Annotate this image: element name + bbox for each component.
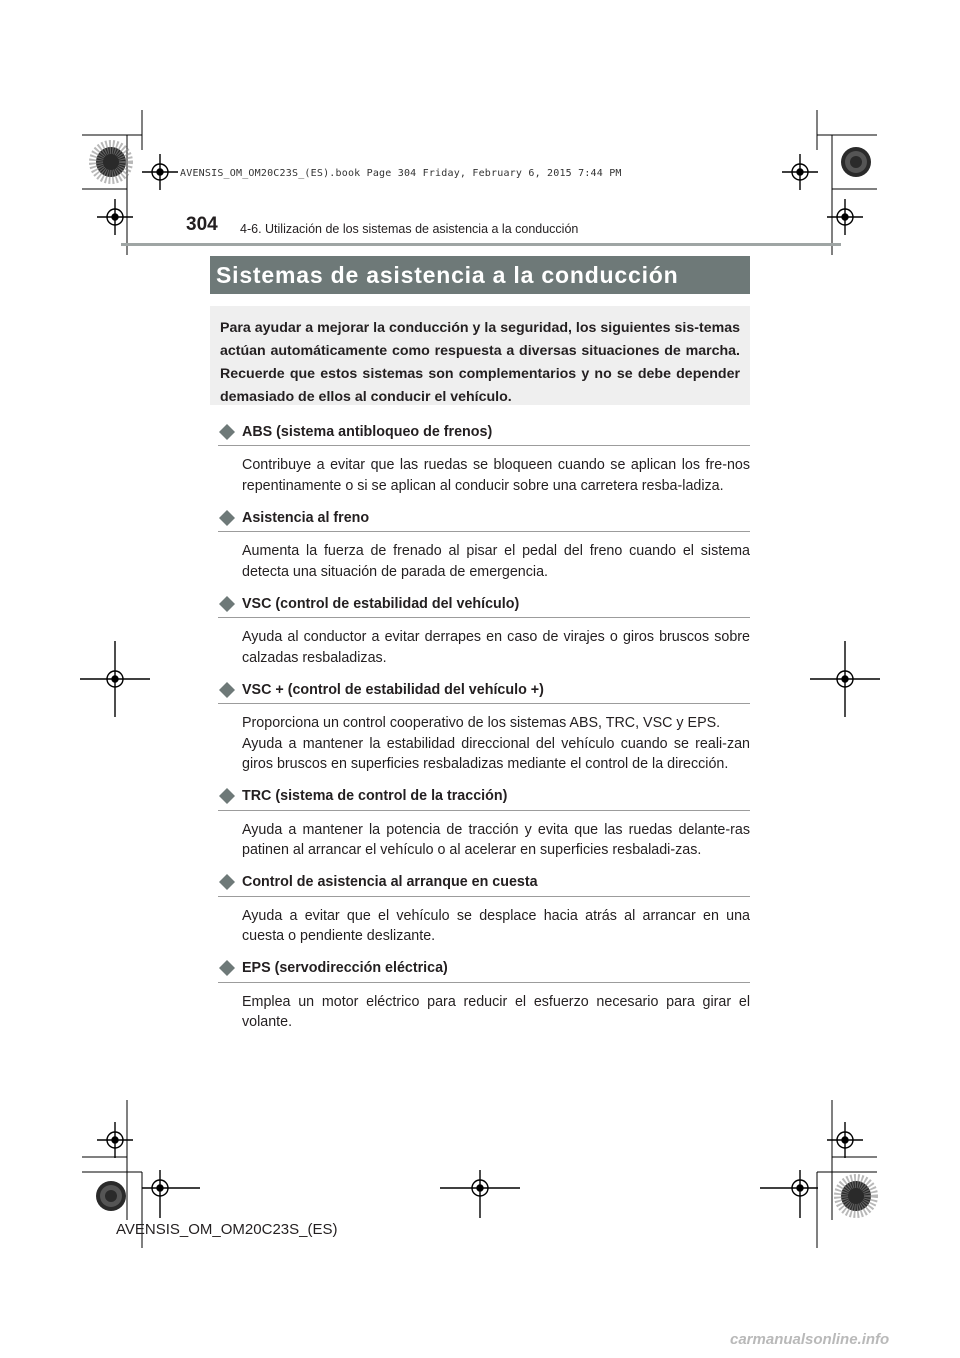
section-title: 4-6. Utilización de los sistemas de asistencia a la conducción [240,222,579,236]
diamond-bullet-icon [218,959,236,977]
item-title: Asistencia al freno [242,509,370,526]
list-item [218,678,750,775]
list-item [218,420,750,496]
item-title: VSC (control de estabilidad del vehículo) [242,595,520,612]
diamond-bullet-icon [218,787,236,805]
item-title: ABS (sistema antibloqueo de frenos) [242,423,493,440]
page-title: Sistemas de asistencia a la conducción [210,256,750,294]
item-paragraph: Ayuda a mantener la estabilidad direccional del vehículo cuando se reali-zan giros bruscos en superficies resbaladizas mediante el control de la dirección. [242,735,750,772]
item-heading [218,592,750,618]
diamond-bullet-icon [218,681,236,699]
list-item [218,506,750,582]
list-item [218,871,750,947]
item-paragraph: Aumenta la fuerza de frenado al pisar el pedal del freno cuando el sistema detecta una situación de parada de emergencia. [242,543,750,580]
item-heading [218,785,750,811]
item-title: VSC + (control de estabilidad del vehículo +) [242,681,544,698]
item-heading [218,420,750,446]
diamond-bullet-icon [218,509,236,527]
item-title: EPS (servodirección eléctrica) [242,960,448,976]
header-rule [121,243,841,246]
item-description [218,713,750,775]
watermark: carmanualsonline.info [730,1331,890,1348]
item-description [218,541,750,582]
diamond-bullet-icon [218,873,236,891]
diamond-bullet-icon [218,423,236,441]
footer-doc-code: AVENSIS_OM_OM20C23S_(ES) [116,1221,338,1238]
intro-box [210,306,750,405]
list-item [218,592,750,668]
item-heading [218,957,750,983]
item-description [218,455,750,496]
item-heading [218,678,750,704]
intro-text: Para ayudar a mejorar la conducción y la seguridad, los siguientes sis-temas actúan automáticamente como respuesta a diversas situaciones de marcha. Recuerde que estos sistemas son complementarios y no se debe depender demasiado de ellos al conducir el vehículo. [220,320,740,405]
item-description [218,627,750,668]
item-paragraph: Proporciona un control cooperativo de los sistemas ABS, TRC, VSC y EPS. [242,715,721,731]
item-paragraph: Ayuda a evitar que el vehículo se desplace hacia atrás al arrancar en una cuesta o pendiente deslizante. [242,907,750,944]
systems-list [218,420,750,1043]
item-description [218,906,750,947]
item-heading [218,871,750,897]
item-paragraph: Ayuda al conductor a evitar derrapes en caso de virajes o giros bruscos sobre calzadas resbaladizas. [242,629,750,666]
item-paragraph: Ayuda a mantener la potencia de tracción y evita que las ruedas delante-ras patinen al arrancar el vehículo o al acelerar en superficies resbaladi-zas. [242,821,750,858]
item-title: TRC (sistema de control de la tracción) [242,788,508,804]
diamond-bullet-icon [218,595,236,613]
item-paragraph: Contribuye a evitar que las ruedas se bloqueen cuando se aplican los fre-nos repentinamente o si se aplican al conducir sobre una carretera resba-ladiza. [242,457,750,494]
item-paragraph: Emplea un motor eléctrico para reducir el esfuerzo necesario para girar el volante. [242,993,750,1030]
item-heading [218,506,750,532]
list-item [218,785,750,861]
list-item [218,957,750,1033]
item-description [218,992,750,1033]
item-title: Control de asistencia al arranque en cuesta [242,874,538,890]
page-number: 304 [186,214,218,235]
item-description [218,820,750,861]
book-print-info: AVENSIS_OM_OM20C23S_(ES).book Page 304 Friday, February 6, 2015 7:44 PM [180,168,622,179]
